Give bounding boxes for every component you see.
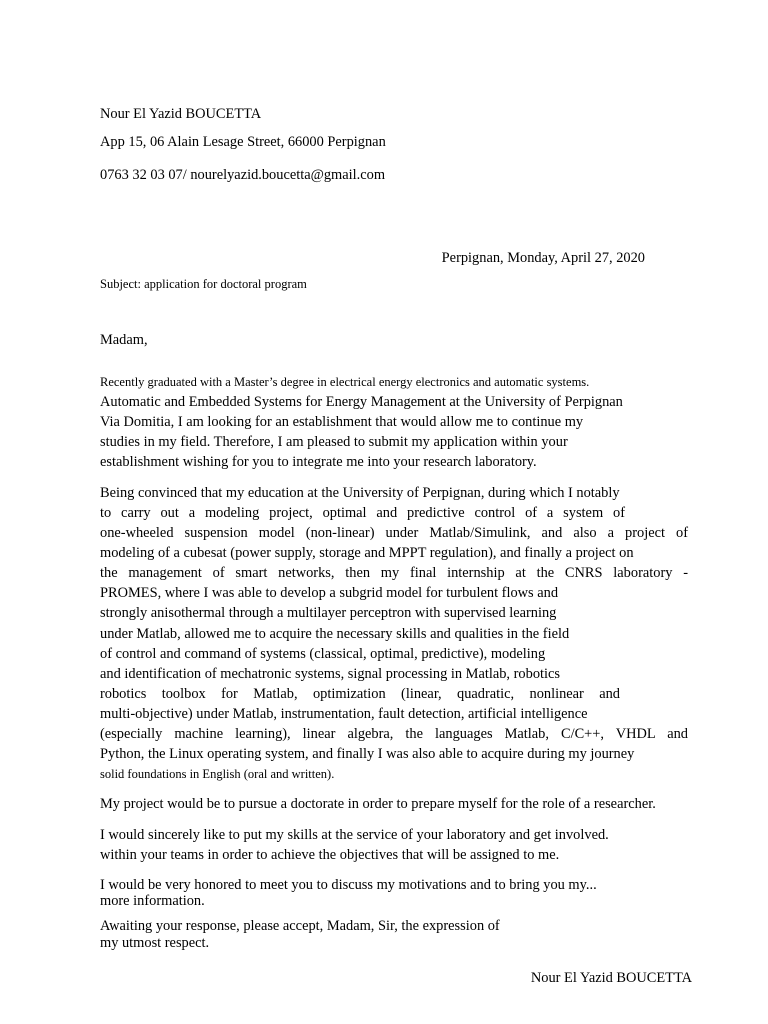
text-line: robotics toolbox for Matlab, optimization (linear, quadratic, nonlinear and xyxy=(100,686,620,702)
salutation: Madam, xyxy=(100,332,148,348)
text-line: solid foundations in English (oral and written). xyxy=(100,767,335,781)
text-line: PROMES, where I was able to develop a subgrid model for turbulent flows and xyxy=(100,585,559,601)
text-line: establishment wishing for you to integrate me into your research laboratory. xyxy=(100,454,537,470)
signature: Nour El Yazid BOUCETTA xyxy=(530,970,692,986)
text-line: to carry out a modeling project, optimal and predictive control of a system of xyxy=(100,505,625,521)
text-line: one-wheeled suspension model (non-linear) under Matlab/Simulink, and also a project of xyxy=(100,525,688,541)
text-line: Awaiting your response, please accept, Madam, Sir, the expression of xyxy=(100,918,500,934)
text-line: the management of smart networks, then my final internship at the CNRS laboratory - xyxy=(100,565,688,581)
text-line: my utmost respect. xyxy=(100,935,210,951)
text-line: more information. xyxy=(100,893,205,909)
text-line: (especially machine learning), linear algebra, the languages Matlab, C/C++, VHDL and xyxy=(100,726,688,742)
text-line: I would be very honored to meet you to discuss my motivations and to bring you my... xyxy=(100,877,597,893)
text-line: modeling of a cubesat (power supply, storage and MPPT regulation), and finally a project on xyxy=(100,545,634,561)
text-line: Recently graduated with a Master’s degree in electrical energy electronics and automatic systems. xyxy=(100,375,590,389)
sender-address: App 15, 06 Alain Lesage Street, 66000 Perpignan xyxy=(100,134,386,150)
text-line: studies in my field. Therefore, I am pleased to submit my application within your xyxy=(100,434,568,450)
subject-line: Subject: application for doctoral program xyxy=(100,277,307,291)
text-line: within your teams in order to achieve the objectives that will be assigned to me. xyxy=(100,847,560,863)
sender-contact: 0763 32 03 07/ nourelyazid.boucetta@gmail.com xyxy=(100,167,386,183)
text-line: under Matlab, allowed me to acquire the necessary skills and qualities in the field xyxy=(100,626,570,642)
text-line: multi-objective) under Matlab, instrumentation, fault detection, artificial intelligence xyxy=(100,706,588,722)
text-line: I would sincerely like to put my skills at the service of your laboratory and get involved. xyxy=(100,827,609,843)
text-line: strongly anisothermal through a multilayer perceptron with supervised learning xyxy=(100,605,557,621)
paragraph-project: My project would be to pursue a doctorate in order to prepare myself for the role of a researcher. xyxy=(100,796,656,812)
text-line: of control and command of systems (classical, optimal, predictive), modeling xyxy=(100,646,546,662)
text-line: Via Domitia, I am looking for an establishment that would allow me to continue my xyxy=(100,414,584,430)
text-line: Automatic and Embedded Systems for Energy Management at the University of Perpignan xyxy=(100,394,623,410)
text-line: Python, the Linux operating system, and finally I was also able to acquire during my journey xyxy=(100,746,635,762)
date-line: Perpignan, Monday, April 27, 2020 xyxy=(441,250,645,266)
text-line: Being convinced that my education at the University of Perpignan, during which I notably xyxy=(100,485,620,501)
sender-name: Nour El Yazid BOUCETTA xyxy=(100,106,262,122)
text-line: and identification of mechatronic systems, signal processing in Matlab, robotics xyxy=(100,666,560,682)
